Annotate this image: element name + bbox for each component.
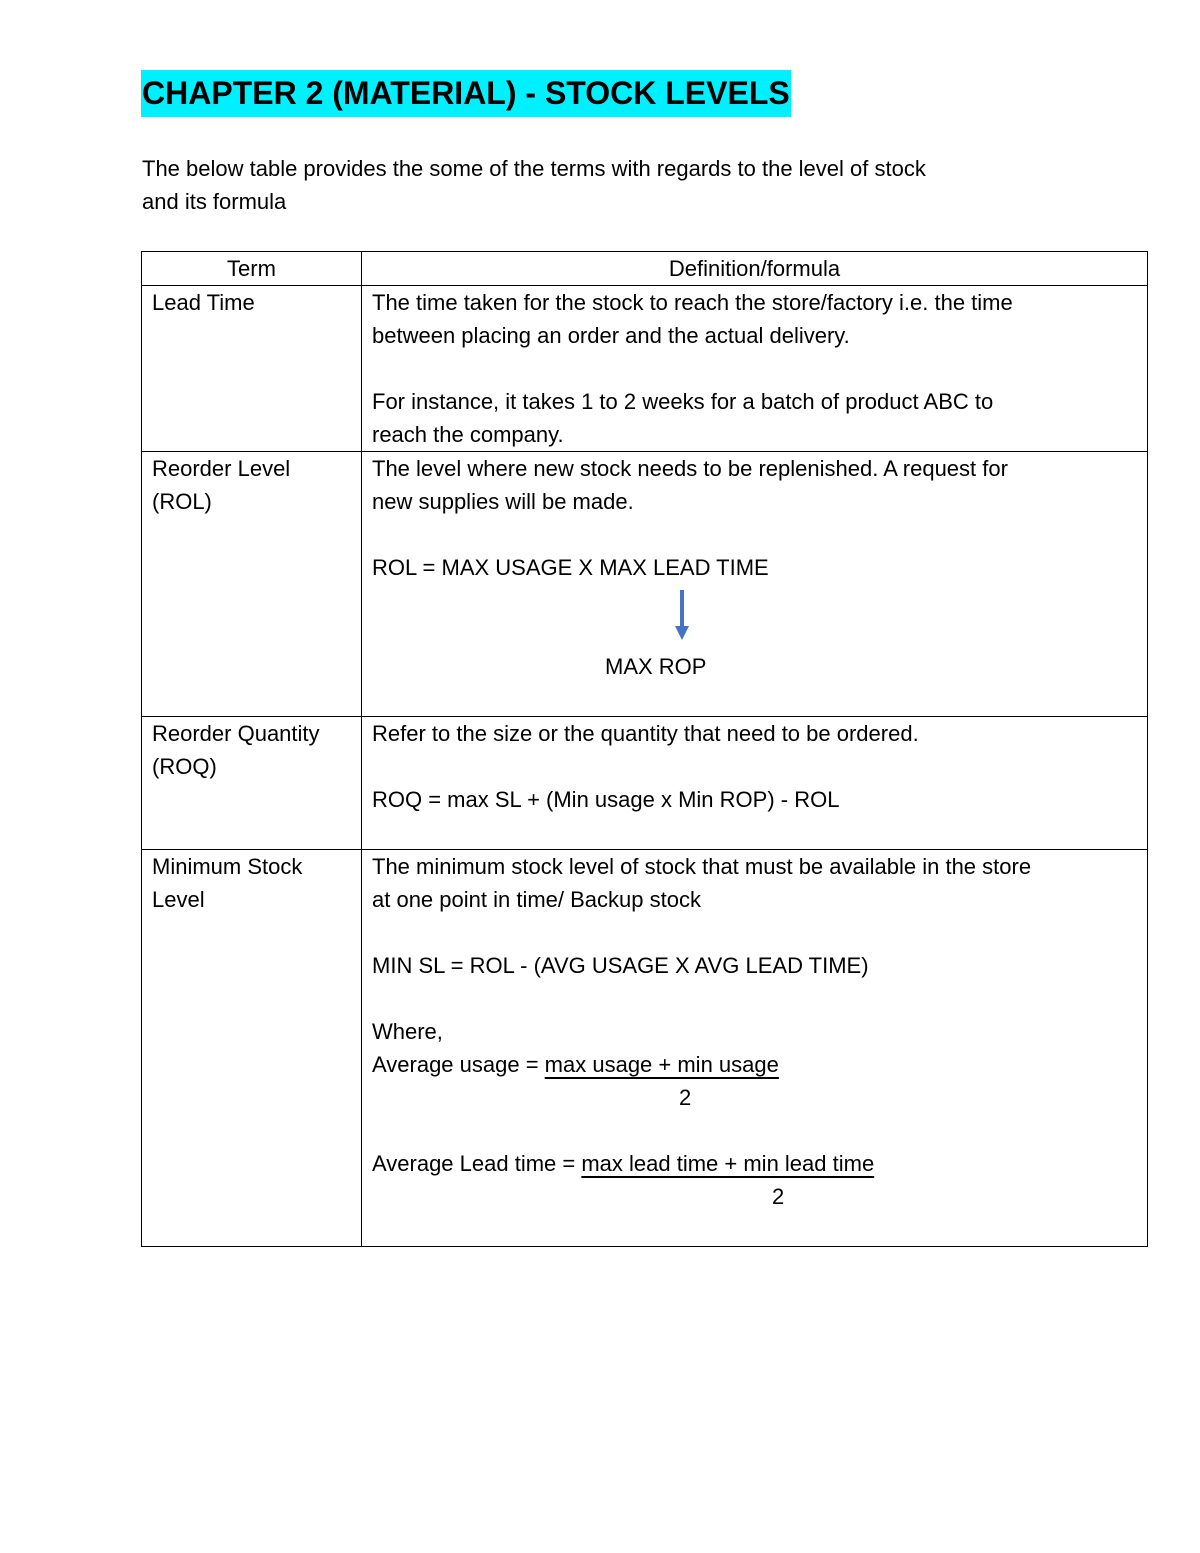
intro-line: and its formula (142, 189, 287, 214)
definition-text: The level where new stock needs to be replenished. A request for (372, 456, 1008, 481)
definition-text: at one point in time/ Backup stock (372, 887, 701, 912)
definition-cell (362, 717, 1148, 850)
definition-cell (362, 286, 1148, 452)
average-lead-time-label: Average Lead time = (372, 1151, 582, 1176)
definition-text: The minimum stock level of stock that must be available in the store (372, 854, 1032, 879)
term-abbreviation: (ROQ) (152, 754, 217, 779)
term-cell (142, 717, 362, 850)
term-abbreviation: (ROL) (152, 489, 212, 514)
where-label: Where, (372, 1019, 443, 1044)
min-sl-formula: MIN SL = ROL - (AVG USAGE X AVG LEAD TIME) (372, 953, 869, 978)
example-text: reach the company. (372, 422, 564, 447)
intro-line: The below table provides the some of the terms with regards to the level of stock (142, 156, 926, 181)
max-rop-label: MAX ROP (605, 654, 707, 679)
roq-formula: ROQ = max SL + (Min usage x Min ROP) - ROL (372, 787, 840, 812)
definition-text: between placing an order and the actual delivery. (372, 323, 850, 348)
average-usage-label: Average usage = (372, 1052, 545, 1077)
header-term: Term (142, 252, 362, 286)
stock-terms-table (141, 251, 1148, 1247)
average-lead-time-numerator: max lead time + min lead time (581, 1151, 875, 1176)
average-lead-time-denominator: 2 (772, 1184, 785, 1209)
definition-text: Refer to the size or the quantity that need to be ordered. (372, 721, 919, 746)
down-arrow-icon (675, 590, 689, 640)
term-label: Reorder Quantity (152, 721, 320, 746)
table-header-row (142, 252, 1148, 286)
example-text: For instance, it takes 1 to 2 weeks for a batch of product ABC to (372, 389, 994, 414)
table-row-lead-time (142, 286, 1148, 452)
table-row-reorder-level (142, 452, 1148, 717)
average-usage-formula (372, 1048, 1137, 1081)
table-row-reorder-quantity (142, 717, 1148, 850)
average-usage-numerator: max usage + min usage (544, 1052, 779, 1077)
intro-paragraph (142, 152, 1102, 218)
average-usage-denominator: 2 (679, 1085, 692, 1110)
page-title: CHAPTER 2 (MATERIAL) - STOCK LEVELS (141, 70, 791, 117)
definition-text: The time taken for the stock to reach the store/factory i.e. the time (372, 290, 1013, 315)
term-cell (142, 452, 362, 717)
definition-text: new supplies will be made. (372, 489, 634, 514)
definition-cell (362, 850, 1148, 1247)
term-cell (142, 850, 362, 1247)
average-lead-time-formula (372, 1147, 1137, 1180)
header-definition: Definition/formula (362, 252, 1148, 286)
term-label: Level (152, 887, 205, 912)
definition-cell (362, 452, 1148, 717)
term-cell (142, 286, 362, 452)
rol-formula: ROL = MAX USAGE X MAX LEAD TIME (372, 555, 769, 580)
term-label: Lead Time (152, 290, 255, 315)
term-label: Reorder Level (152, 456, 291, 481)
term-label: Minimum Stock (152, 854, 303, 879)
table-row-minimum-stock (142, 850, 1148, 1247)
